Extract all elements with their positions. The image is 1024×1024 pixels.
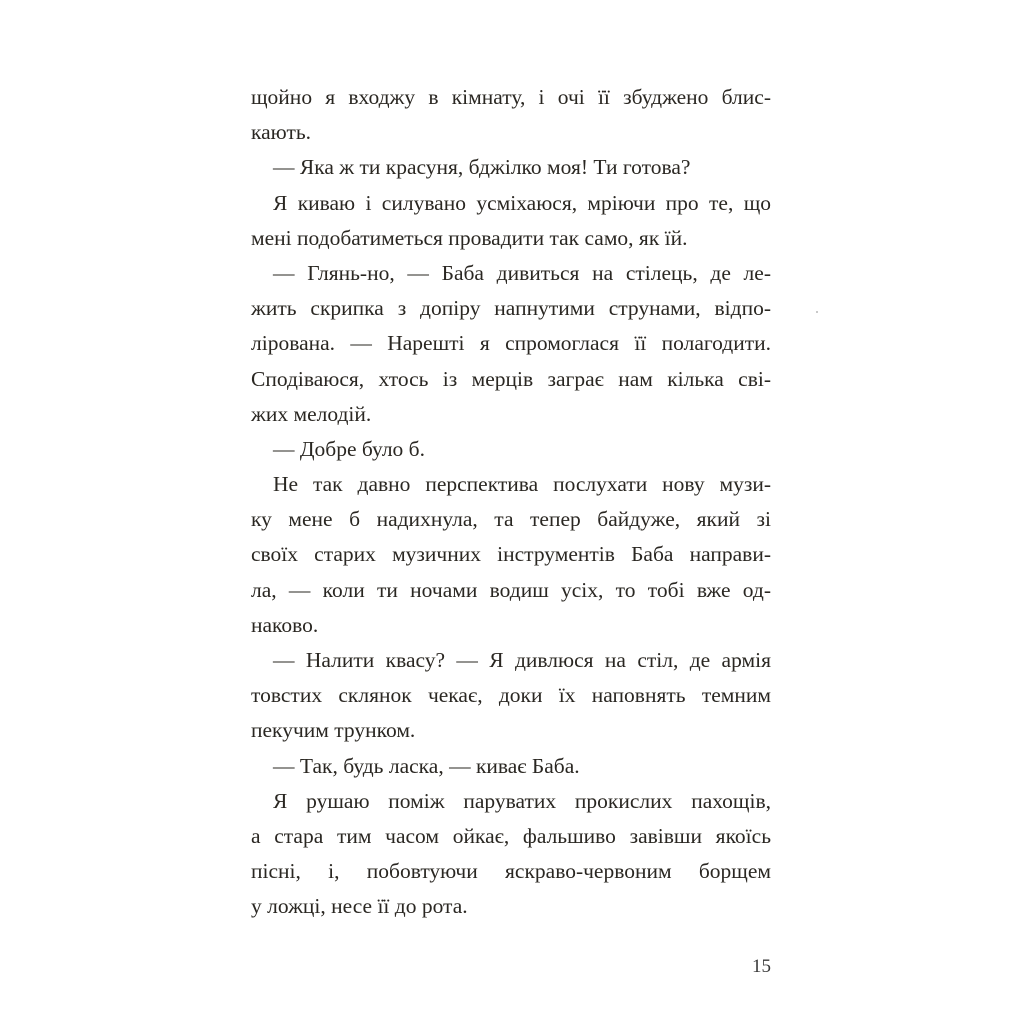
text-line: — Добре було б. — [273, 436, 425, 461]
text-line: а стара тим часом ойкає, фальшиво завівши якоїсь — [251, 823, 771, 848]
text-line: Я киваю і силувано усміхаюся, мріючи про те, що — [273, 190, 771, 215]
text-line: мені подобатиметься провадити так само, як їй. — [251, 225, 688, 250]
text-line: — Глянь-но, — Баба дивиться на стілець, де ле- — [273, 260, 771, 285]
text-line: — Так, будь ласка, — киває Баба. — [273, 753, 580, 778]
text-line: жить скрипка з допіру напнутими струнами, відпо- — [251, 296, 771, 321]
text-line: жих мелодій. — [251, 401, 372, 426]
text-line: Я рушаю поміж паруватих прокислих пахощів, — [273, 788, 771, 813]
scan-speck — [816, 311, 818, 313]
body-text — [251, 80, 771, 925]
text-line: Не так давно перспектива послухати нову музи- — [273, 472, 771, 497]
text-line: товстих склянок чекає, доки їх наповнять темним — [251, 683, 771, 708]
text-line: пекучим трунком. — [251, 718, 416, 743]
text-line: наково. — [251, 612, 319, 637]
text-line: лірована. — Нарешті я спромоглася її полагодити. — [251, 331, 771, 356]
text-line: щойно я входжу в кімнату, і очі її збуджено блис- — [251, 85, 771, 109]
text-line: кають. — [251, 120, 312, 145]
text-line: ла, — коли ти ночами водиш усіх, то тобі вже од- — [251, 577, 771, 602]
page-number: 15 — [752, 956, 771, 977]
text-line: ку мене б надихнула, та тепер байдуже, який зі — [251, 507, 771, 532]
text-line: — Налити квасу? — Я дивлюся на стіл, де армія — [273, 648, 771, 672]
text-line: у ложці, несе її до рота. — [251, 894, 468, 919]
text-line: своїх старих музичних інструментів Баба направи- — [251, 542, 771, 567]
text-line: пісні, і, побовтуючи яскраво-червоним борщем — [251, 859, 771, 884]
text-line: Сподіваюся, хтось із мерців заграє нам кілька сві- — [251, 366, 771, 391]
text-line: — Яка ж ти красуня, бджілко моя! Ти готова? — [273, 155, 691, 180]
